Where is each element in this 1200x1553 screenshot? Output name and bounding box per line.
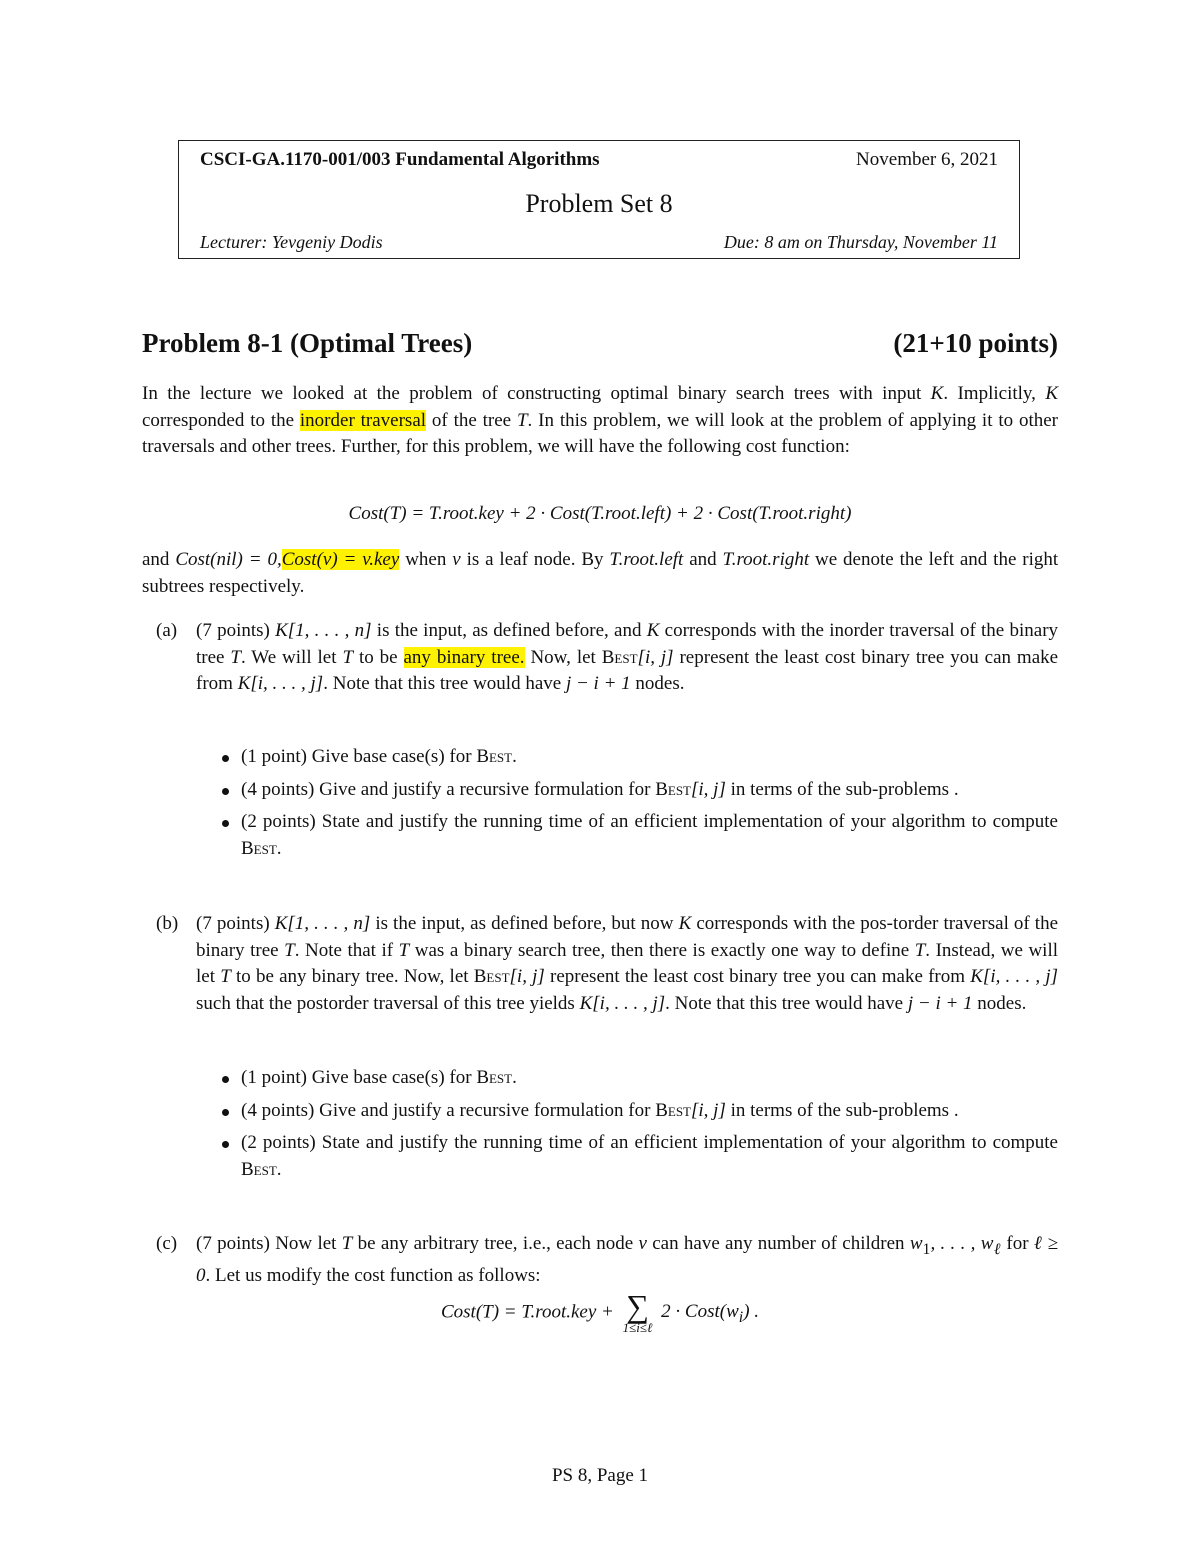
part-b-text: . Note that this tree would have (665, 992, 904, 1014)
def-text-3: is a leaf node. By (466, 549, 604, 570)
problem-set-title: Problem Set 8 (525, 189, 673, 218)
math-K: K (930, 383, 944, 404)
bullet-text: in terms of the sub-problems . (730, 778, 959, 800)
part-a-math: K[1, . . . , n] (275, 620, 372, 641)
math-T: T (341, 1233, 353, 1254)
summation (623, 1290, 653, 1336)
part-c-label: (c) (156, 1233, 178, 1254)
equation-2-rhs-end: ) . (743, 1301, 760, 1323)
intro-text-1: In the lecture we looked at the problem of constructing optimal binary search trees with input (142, 383, 922, 404)
summation-range: 1≤i≤ℓ (622, 1320, 653, 1335)
math-sub: ℓ (993, 1240, 1002, 1258)
part-a-text: . Note that this tree would have (323, 673, 562, 694)
best-label: Best (241, 1158, 277, 1180)
highlight-leaf-cost: Cost(v) = v.key (281, 549, 400, 570)
page-footer: PS 8, Page 1 (551, 1465, 649, 1486)
problem-points: (21+10 points) (893, 328, 1058, 358)
course-title: CSCI-GA.1170-001/003 Fundamental Algorithms (200, 149, 600, 170)
math-v: v (638, 1233, 647, 1254)
math-sub: 1 (922, 1240, 931, 1258)
list-item (196, 1098, 1058, 1125)
due-date: Due: 8 am on Thursday, November 11 (723, 232, 998, 252)
part-a-math: K[i, . . . , j] (237, 673, 324, 694)
math-T: T (398, 939, 410, 961)
part-b-math: [i, j] (509, 966, 545, 987)
date: November 6, 2021 (856, 149, 998, 170)
part-a-text: (7 points) (196, 620, 270, 641)
bullet-text: (4 points) Give and justify a recursive formulation for (241, 1099, 651, 1121)
math-v: v (452, 549, 461, 570)
math-w: , . . . , w (930, 1233, 994, 1254)
bullet-text: (2 points) State and justify the running time of an efficient implementation of your algorithm to compute (241, 811, 1058, 832)
highlight-inorder: inorder traversal (299, 409, 427, 431)
part-b-text: (7 points) (196, 913, 270, 934)
part-b-text: . Note that if (294, 939, 394, 961)
part-c-math: ℓ ≥ 0 (196, 1233, 1059, 1287)
part-b-bullets (196, 1065, 1058, 1189)
def-math-1: Cost(nil) = 0, (175, 549, 282, 570)
best-label: Best (476, 746, 513, 767)
part-a-text: Now, let (530, 646, 596, 668)
cost-equation (142, 503, 1058, 525)
part-a-math: [i, j] (637, 646, 674, 668)
part-c-text: (7 points) Now let (196, 1233, 337, 1254)
general-cost-equation (142, 1290, 1058, 1336)
best-label: Best (476, 1067, 513, 1088)
intro-text-5: . In this problem, we will look at the problem of applying it to other traversals and other trees. Further, for this problem, we will have the following cost function: (142, 409, 1059, 457)
math-T: T (914, 939, 926, 961)
part-b-text: corresponds with the pos-torder traversal of the binary tree (196, 913, 1059, 961)
problem-heading (142, 328, 1058, 359)
part-c-text: can have any number of children (652, 1233, 905, 1254)
problem-title: Problem 8-1 (Optimal Trees) (142, 328, 473, 358)
math-sub: i (738, 1309, 744, 1327)
intro-text-2: Implicitly, (957, 383, 1036, 404)
bullet-icon (222, 820, 229, 827)
part-a-text: represent the least cost binary tree you can make from (196, 646, 1059, 694)
header-box (178, 140, 1020, 259)
equation-2-lhs: Cost(T) = T.root.key + (440, 1301, 614, 1323)
part-c-text: for (1006, 1233, 1029, 1254)
sigma-icon: ∑ (626, 1288, 649, 1324)
math-T: T (516, 409, 528, 431)
math-T: T (284, 939, 295, 961)
def-text-2: when (405, 549, 447, 570)
best-label: Best (601, 646, 638, 668)
def-math-3: T.root.right (722, 549, 810, 570)
part-b-text: was a binary search tree, then there is exactly one way to define (414, 939, 910, 961)
lecturer: Lecturer: Yevgeniy Dodis (200, 232, 383, 252)
math-K: K (678, 913, 692, 934)
def-text-5: we denote the left and the right subtrees respectively. (142, 549, 1059, 597)
part-a-math: [i, j] (691, 778, 726, 800)
part-a (142, 618, 1058, 698)
def-text-1: and (142, 549, 170, 570)
bullet-icon (222, 755, 229, 762)
part-b-math: K[i, . . . , j] (970, 966, 1059, 987)
best-label: Best (655, 778, 691, 800)
bullet-text: (2 points) State and justify the running time of an efficient implementation of your algorithm to compute (241, 1132, 1058, 1153)
part-b-label: (b) (156, 913, 179, 934)
best-label: Best (241, 837, 277, 859)
part-c-body (196, 1231, 1058, 1290)
equation-2-rhs-text: 2 · Cost(w (661, 1301, 739, 1323)
part-a-label: (a) (156, 620, 178, 641)
part-a-text: is the input, as defined before, and (376, 620, 642, 641)
list-item: (2 points) State and justify the running time of an efficient implementation of your algorithm to compute Best. (196, 1130, 1058, 1183)
part-b-math: K[i, . . . , j] (579, 992, 666, 1014)
part-c-text: . Let us modify the cost function as follows: (205, 1265, 541, 1287)
part-a-bullets (196, 744, 1058, 868)
part-b-text: . Instead, we will let (196, 939, 1058, 987)
bullet-text: in terms of the sub-problems . (730, 1099, 959, 1121)
bullet-text: (1 point) Give base case(s) for (241, 1067, 472, 1088)
list-item: (1 point) Give base case(s) for Best. (196, 1065, 1058, 1092)
part-b-text: such that the postorder traversal of this tree yields (196, 992, 575, 1014)
part-a-text: to be (358, 646, 398, 668)
math-T: T (230, 646, 241, 668)
math-w: w (909, 1233, 923, 1254)
part-a-text: corresponds with the inorder traversal of the binary tree (196, 620, 1059, 668)
list-item (196, 777, 1058, 804)
bullet-text: (4 points) Give and justify a recursive formulation for (241, 778, 651, 800)
part-c (142, 1231, 1058, 1290)
intro-paragraph: In the lecture we looked at the problem of constructing optimal binary search trees with input K. Implicitly, K corresponded to the inorder traversal of the tree T. In this problem, we will look at the problem of applying it to other traversals and other trees. Further, for this problem, we will have the following cost function: (142, 383, 1059, 457)
best-label: Best (473, 966, 510, 987)
bullet-icon (222, 1141, 229, 1148)
def-math-2: T.root.left (609, 549, 684, 570)
math-T: T (220, 966, 231, 987)
best-label: Best (655, 1099, 691, 1121)
math-K: K (1045, 383, 1058, 404)
intro-text-3: corresponded to the (142, 409, 295, 431)
part-b-body (196, 911, 1058, 1017)
bullet-icon (222, 788, 229, 795)
part-b-math: j − i + 1 (907, 992, 973, 1014)
part-a-text: nodes. (635, 673, 685, 694)
equation-2-rhs (661, 1301, 760, 1327)
part-b-text: represent the least cost binary tree you can make from (550, 966, 966, 987)
part-b-text: is the input, as defined before, but now (375, 913, 674, 934)
part-b-math: K[1, . . . , n] (274, 913, 371, 934)
math-children (909, 1233, 1002, 1258)
part-c-text: be any arbitrary tree, i.e., each node (357, 1233, 634, 1254)
highlight-any-binary-tree: any binary tree. (403, 646, 525, 668)
definition-paragraph (142, 547, 1058, 600)
def-text-4: and (689, 549, 717, 570)
equation-1: Cost(T) = T.root.key + 2 · Cost(T.root.left) + 2 · Cost(T.root.right) (348, 503, 852, 524)
part-b-math: [i, j] (691, 1099, 726, 1121)
part-b-text: nodes. (977, 992, 1027, 1014)
bullet-text: (1 point) Give base case(s) for (241, 746, 472, 767)
list-item: (1 point) Give base case(s) for Best. (196, 744, 1058, 771)
part-b (142, 911, 1058, 1017)
part-a-math: j − i + 1 (565, 673, 631, 694)
part-b-text: to be any binary tree. Now, let (235, 966, 469, 987)
bullet-icon (222, 1076, 229, 1083)
math-T: T (342, 646, 354, 668)
part-a-body (196, 618, 1058, 698)
math-K: K (646, 620, 660, 641)
part-a-text: . We will let (240, 646, 337, 668)
bullet-icon (222, 1109, 229, 1116)
list-item: (2 points) State and justify the running time of an efficient implementation of your algorithm to compute Best. (196, 809, 1058, 862)
intro-text-4: of the tree (431, 409, 512, 431)
